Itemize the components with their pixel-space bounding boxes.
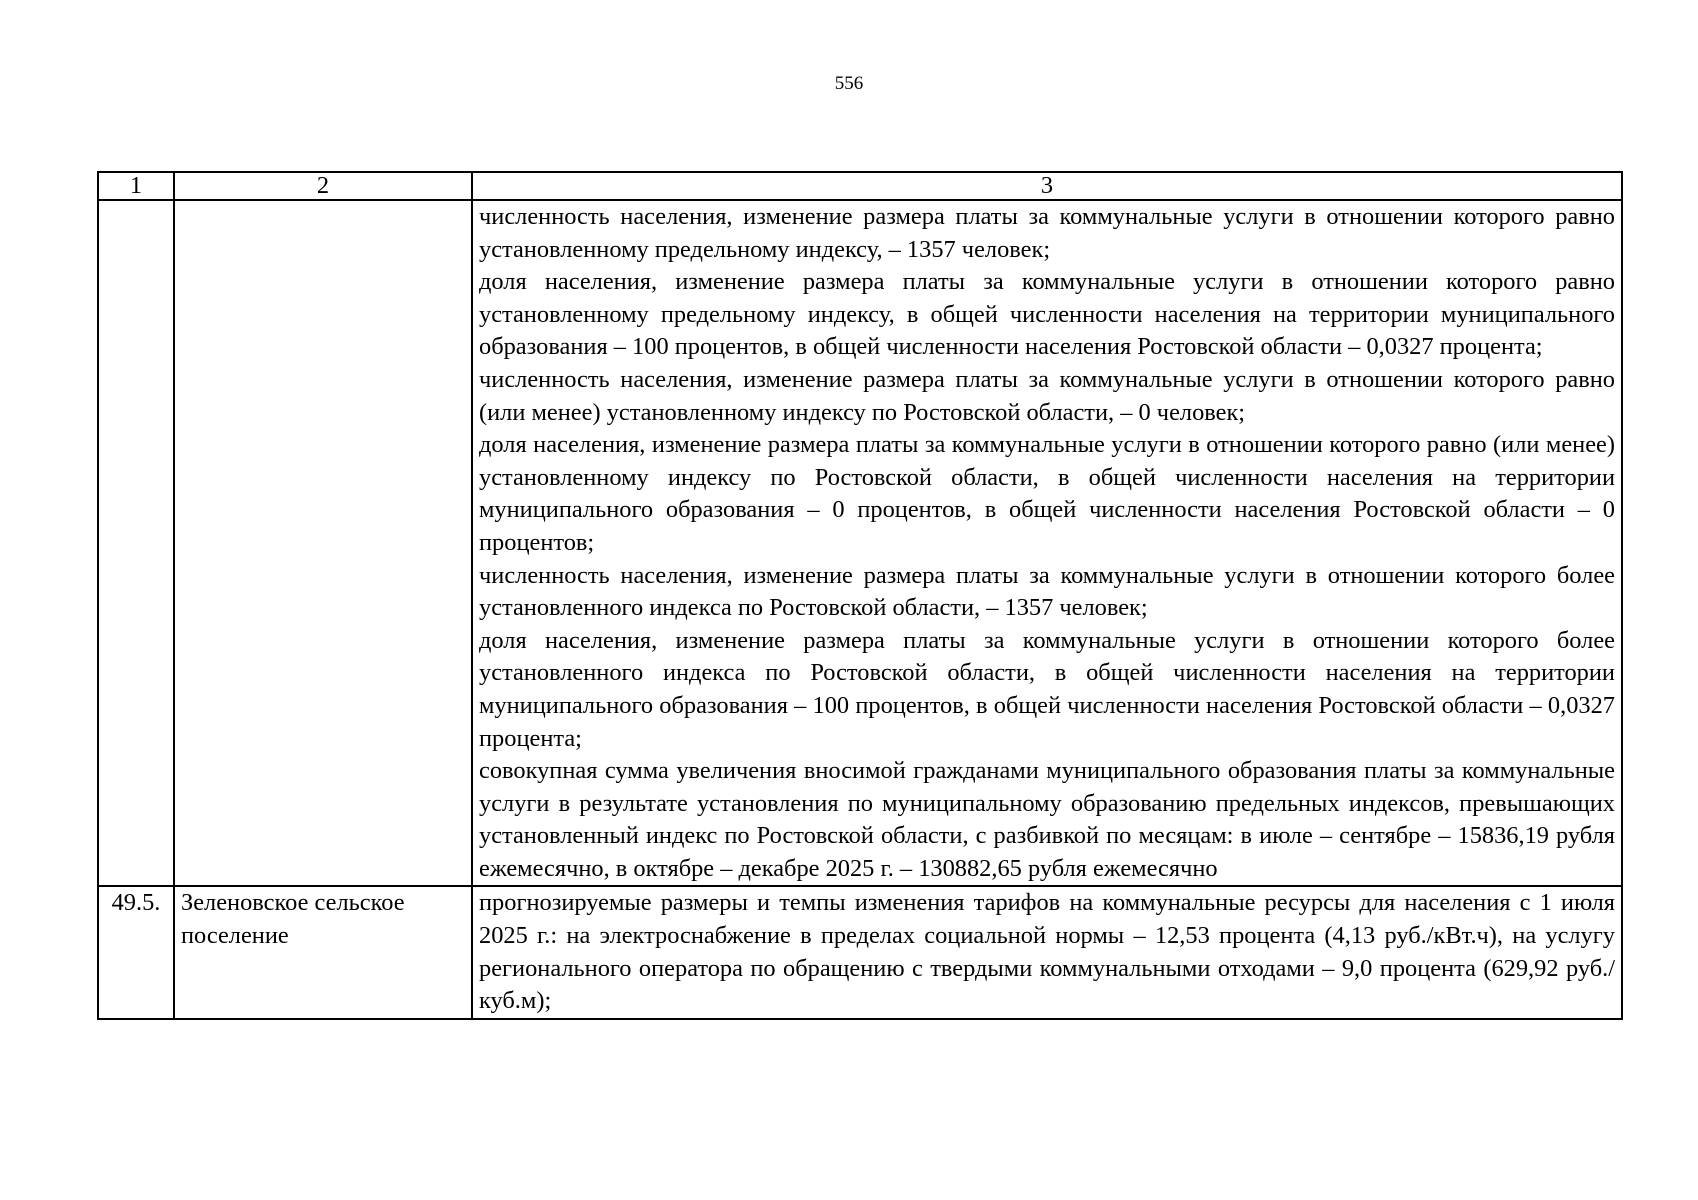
column-header-3: 3 — [472, 172, 1622, 200]
table-header-row — [98, 172, 1622, 200]
indicators-cell — [472, 200, 1622, 886]
indicator-paragraph: доля населения, изменение размера платы за коммунальные услуги в отношении которого равно установленному предельному индексу, в общей численности населения на территории муниципального образования – 100 процентов, в общей численности населения Ростовской области – 0,0327 процента; — [479, 268, 1615, 361]
indicator-paragraph: численность населения, изменение размера платы за коммунальные услуги в отношении которого более установленного индекса по Ростовской области, – 1357 человек; — [479, 561, 1615, 622]
column-header-2: 2 — [174, 172, 472, 200]
page-number: 556 — [834, 73, 864, 94]
column-header-1: 1 — [98, 172, 174, 200]
table-row — [98, 886, 1622, 1018]
indicator-paragraph: численность населения, изменение размера платы за коммунальные услуги в отношении которого равно установленному предельному индексу, – 1357 человек; — [479, 203, 1615, 263]
data-table — [97, 171, 1623, 1020]
indicator-paragraph: прогнозируемые размеры и темпы изменения тарифов на коммунальные ресурсы для населения с 1 июля 2025 г.: на электроснабжение в пределах социальной нормы – 12,53 процента (4,13 руб./кВт.ч), на услугу регионального оператора по обращению с твердыми коммунальными отходами – 9,0 процента (629,92 руб./куб.м); — [479, 889, 1615, 1015]
row-number-cell — [98, 200, 174, 886]
indicator-paragraph: доля населения, изменение размера платы за коммунальные услуги в отношении которого более установленного индекса по Ростовской области, в общей численности населения на территории муниципального образования – 100 процентов, в общей численности населения Ростовской области – 0,0327 процента; — [479, 626, 1615, 752]
indicators-cell — [472, 886, 1622, 1018]
row-number-cell: 49.5. — [98, 886, 174, 1018]
indicator-paragraph: совокупная сумма увеличения вносимой гражданами муниципального образования платы за коммунальные услуги в результате установления по муниципальному образованию предельных индексов, превышающих установленный индекс по Ростовской области, с разбивкой по месяцам: в июле – сентябре – 15836,19 рубля ежемесячно, в октябре – декабре 2025 г. – 130882,65 рубля ежемесячно — [479, 757, 1615, 882]
indicator-paragraph: доля населения, изменение размера платы за коммунальные услуги в отношении которого равно (или менее) установленному индексу по Ростовской области, в общей численности населения на территории муниципального образования – 0 процентов, в общей численности населения Ростовской области – 0 процентов; — [479, 431, 1615, 556]
indicator-paragraph: численность населения, изменение размера платы за коммунальные услуги в отношении которого равно (или менее) установленному индексу по Ростовской области, – 0 человек; — [479, 365, 1615, 426]
table-row — [98, 200, 1622, 886]
municipality-name-cell — [174, 200, 472, 886]
municipality-name-cell: Зеленовское сельское поселение — [174, 886, 472, 1018]
